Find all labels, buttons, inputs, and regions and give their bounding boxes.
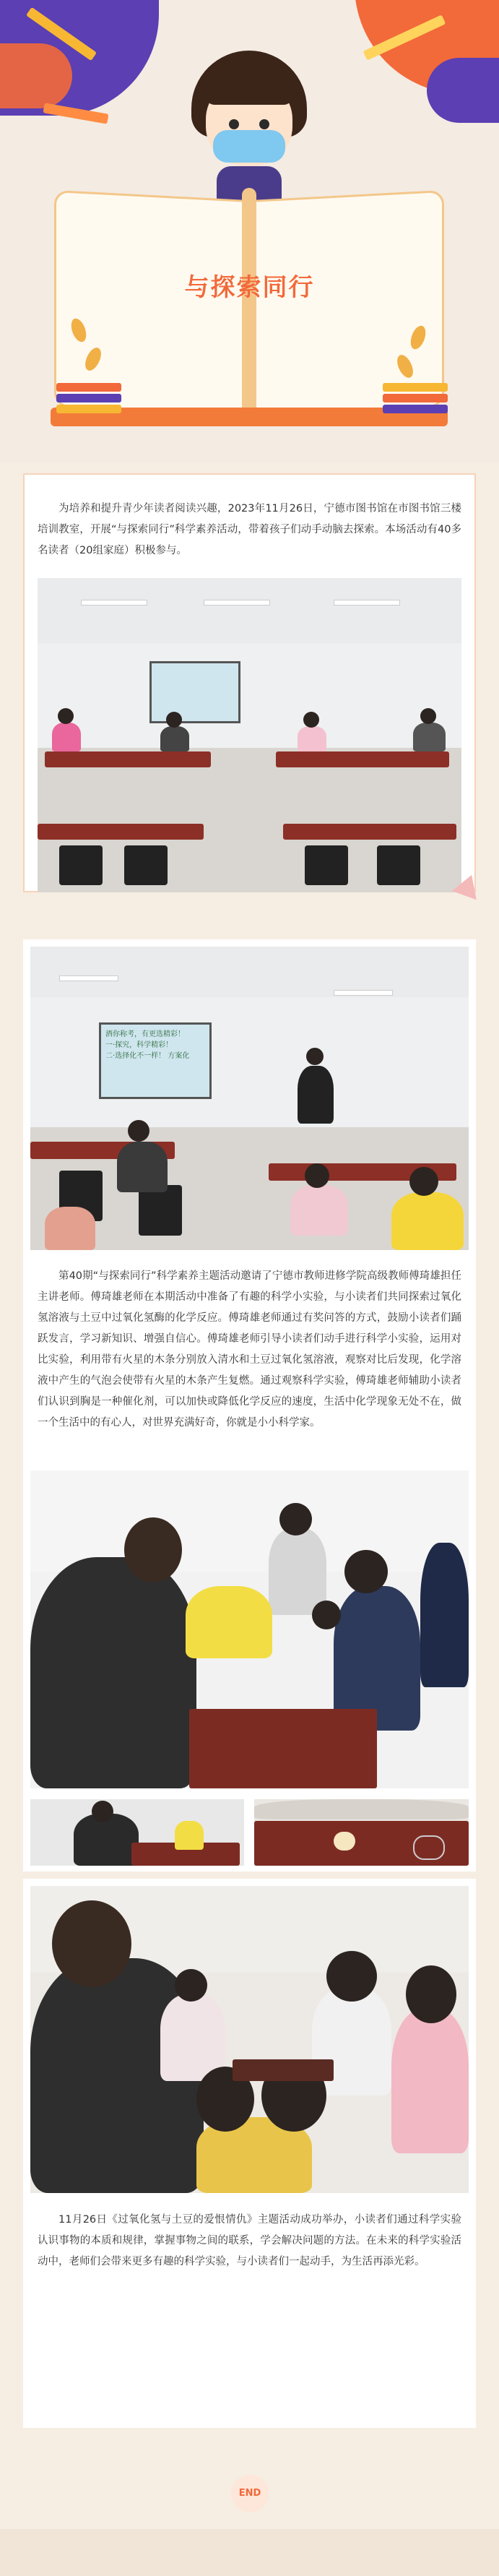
summary-paragraph: 11月26日《过氧化氢与土豆的爱恨情仇》主题活动成功举办，小读者们通过科学实验认识事物的本质和规律，掌握事物之间的联系，学会解决问题的方法。在未来的科学实验活动中，老师们会带来更多有趣的科学实验，与小读者们一起动手，为生活再添光彩。 — [38, 2214, 461, 2267]
books-stack-icon — [383, 383, 448, 415]
slide-text: 酒你称考，有更选精彩！ 一·探究，科学精彩！ 二·选择化不一样！ 方案化 — [105, 1030, 190, 1060]
footer-band — [0, 2529, 499, 2576]
classroom-photo-1 — [38, 578, 461, 892]
activity-paragraph: 第40期“与探索同行”科学素养主题活动邀请了宁德市教师进修学院高级教师傅琦雄担任主讲老师。傅琦雄老师在本期活动中准备了有趣的科学小实验，与小读者们共同探索过氧化氢溶液与土豆中过氧化氢酶的化学反应。傅琦雄老师通过有奖问答的方式，鼓励小读者们踊跃发言，学习新知识、增强自信心。傅琦雄老师引导小读者们动手进行科学小实验，运用对比实验，利用带有火星的木条分别放入清水和土豆过氧化氢溶液，观察对比后发现，化学溶液中产生的气泡会使带有火星的木条产生复燃。通过观察科学实验，傅琦雄老师辅助小读者们认识到胸是一种催化剂，可以加快或降低化学反应的速度，生活中化学现象无处不在，做一个生活中的有心人，对世界充满好奇，你就是小小科学家。 — [38, 1270, 461, 1429]
classroom-photo-2 — [30, 947, 469, 1250]
experiment-photo-4 — [30, 1886, 469, 2193]
experiment-photo-2 — [30, 1799, 244, 1866]
decor-blob — [0, 43, 72, 108]
header-banner — [0, 0, 499, 462]
child-illustration — [184, 51, 314, 202]
intro-paragraph: 为培养和提升青少年读者阅读兴趣，2023年11月26日，宁德市图书馆在市图书馆三楼培训教室，开展“与探索同行”科学素养活动，带着孩子们动手动脑去探索。本场活动有40多名读者（20组家庭）积极参与。 — [38, 503, 461, 556]
books-stack-icon — [56, 383, 121, 415]
end-badge: END — [231, 2475, 269, 2512]
experiment-photo-3 — [254, 1799, 469, 1866]
page-title: 与探索同行 — [184, 273, 315, 302]
experiment-photo-1 — [30, 1470, 469, 1788]
decor-blob — [427, 58, 499, 123]
